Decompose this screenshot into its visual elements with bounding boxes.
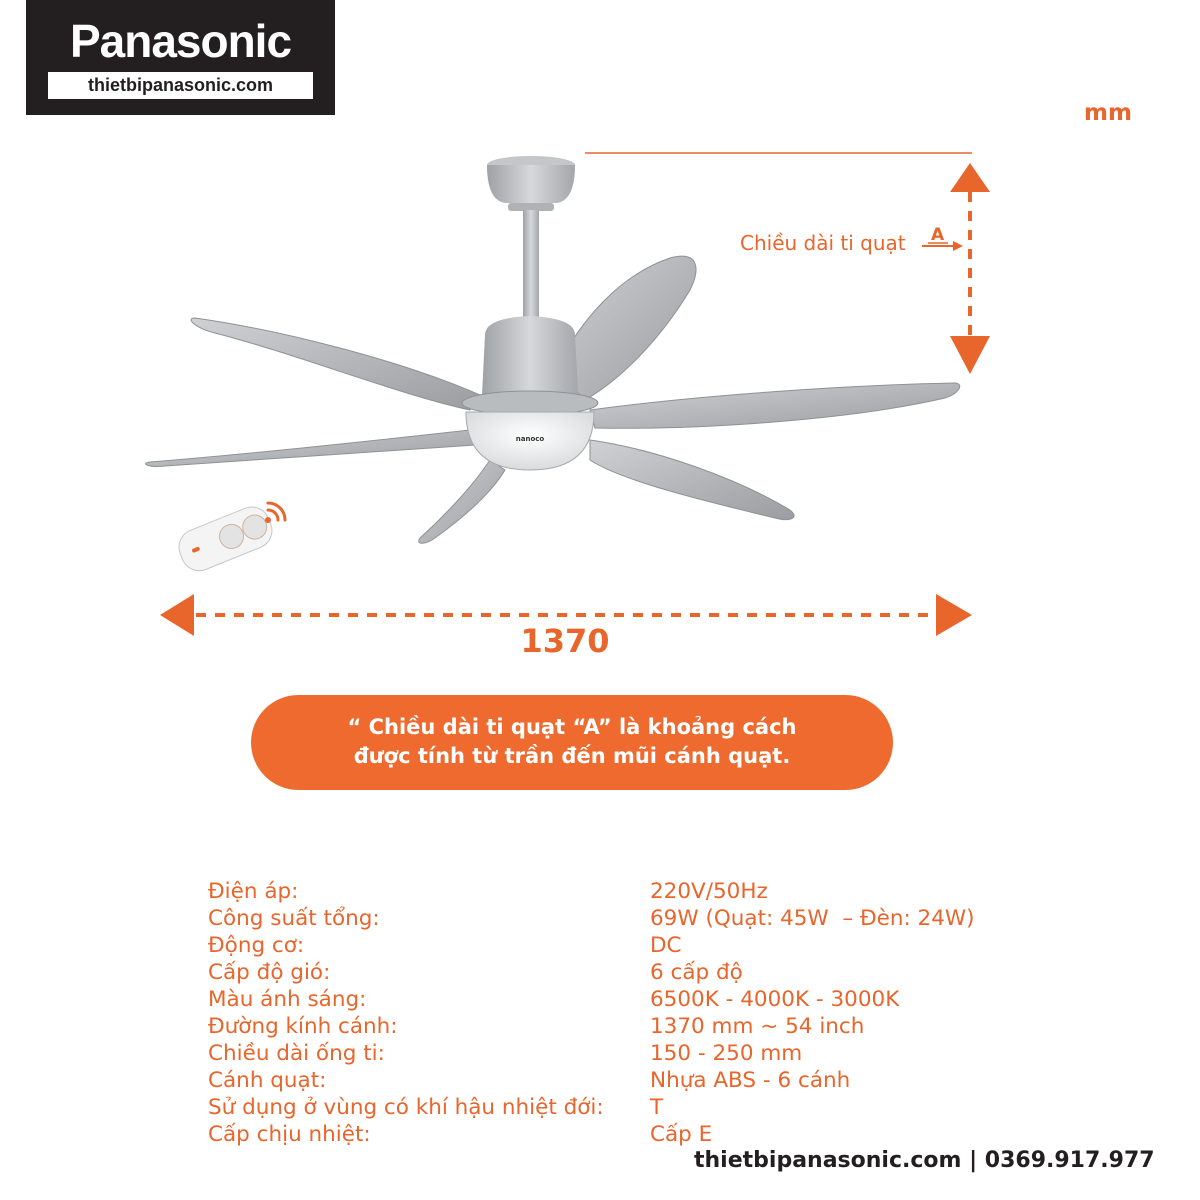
spec-row xyxy=(208,878,1008,905)
spec-label: Sử dụng ở vùng có khí hậu nhiệt đới: xyxy=(208,1095,604,1120)
spec-value: 150 - 250 mm xyxy=(650,1041,803,1066)
spec-value: Nhựa ABS - 6 cánh xyxy=(650,1068,851,1093)
footer-contact: thietbipanasonic.com | 0369.917.977 xyxy=(694,1148,1155,1173)
spec-label: Chiều dài ống ti: xyxy=(208,1041,385,1066)
spec-label: Cấp độ gió: xyxy=(208,960,331,985)
rod-length-arrow xyxy=(950,163,990,374)
spec-row xyxy=(208,905,1008,932)
spec-label: Công suất tổng: xyxy=(208,906,380,931)
fan-downrod xyxy=(523,210,539,325)
spec-value: Cấp E xyxy=(650,1122,713,1147)
spec-row xyxy=(208,932,1008,959)
spec-value: 6 cấp độ xyxy=(650,960,743,985)
spec-label: Động cơ: xyxy=(208,933,305,958)
remote-control xyxy=(174,502,278,577)
spec-label: Màu ánh sáng: xyxy=(208,987,367,1012)
spec-row xyxy=(208,986,1008,1013)
rod-length-note xyxy=(251,695,893,790)
fan-logo-text: nanoco xyxy=(515,435,545,443)
spec-label: Đường kính cánh: xyxy=(208,1014,398,1039)
spec-row xyxy=(208,1094,1008,1121)
spec-label: Cấp chịu nhiệt: xyxy=(208,1122,371,1147)
note-line-2: được tính từ trần đến mũi cánh quạt. xyxy=(353,744,791,768)
spec-row xyxy=(208,959,1008,986)
spec-value: 69W (Quạt: 45W – Đèn: 24W) xyxy=(650,906,975,931)
fan-canopy xyxy=(487,156,575,211)
spec-value: DC xyxy=(650,933,682,958)
diameter-value: 1370 xyxy=(520,622,610,660)
spec-value: 1370 mm ~ 54 inch xyxy=(650,1014,865,1039)
spec-value: 6500K - 4000K - 3000K xyxy=(650,987,900,1012)
note-line-1: “ Chiều dài ti quạt “A” là khoảng cách xyxy=(347,715,797,739)
spec-row xyxy=(208,1040,1008,1067)
spec-row xyxy=(208,1121,1008,1148)
spec-row xyxy=(208,1013,1008,1040)
wireless-signal-icon xyxy=(265,503,285,523)
unit-label: mm xyxy=(1084,100,1132,126)
spec-label: Cánh quạt: xyxy=(208,1068,327,1093)
spec-label: Điện áp: xyxy=(208,879,299,904)
rod-length-letter: A xyxy=(931,225,945,245)
spec-value: T xyxy=(650,1095,664,1120)
brand-name: Panasonic xyxy=(69,15,292,67)
spec-row xyxy=(208,1067,1008,1094)
rod-length-label: Chiều dài ti quạt xyxy=(740,231,906,255)
spec-value: 220V/50Hz xyxy=(650,879,768,904)
brand-website: thietbipanasonic.com xyxy=(48,72,313,99)
spec-table xyxy=(208,878,1008,1148)
